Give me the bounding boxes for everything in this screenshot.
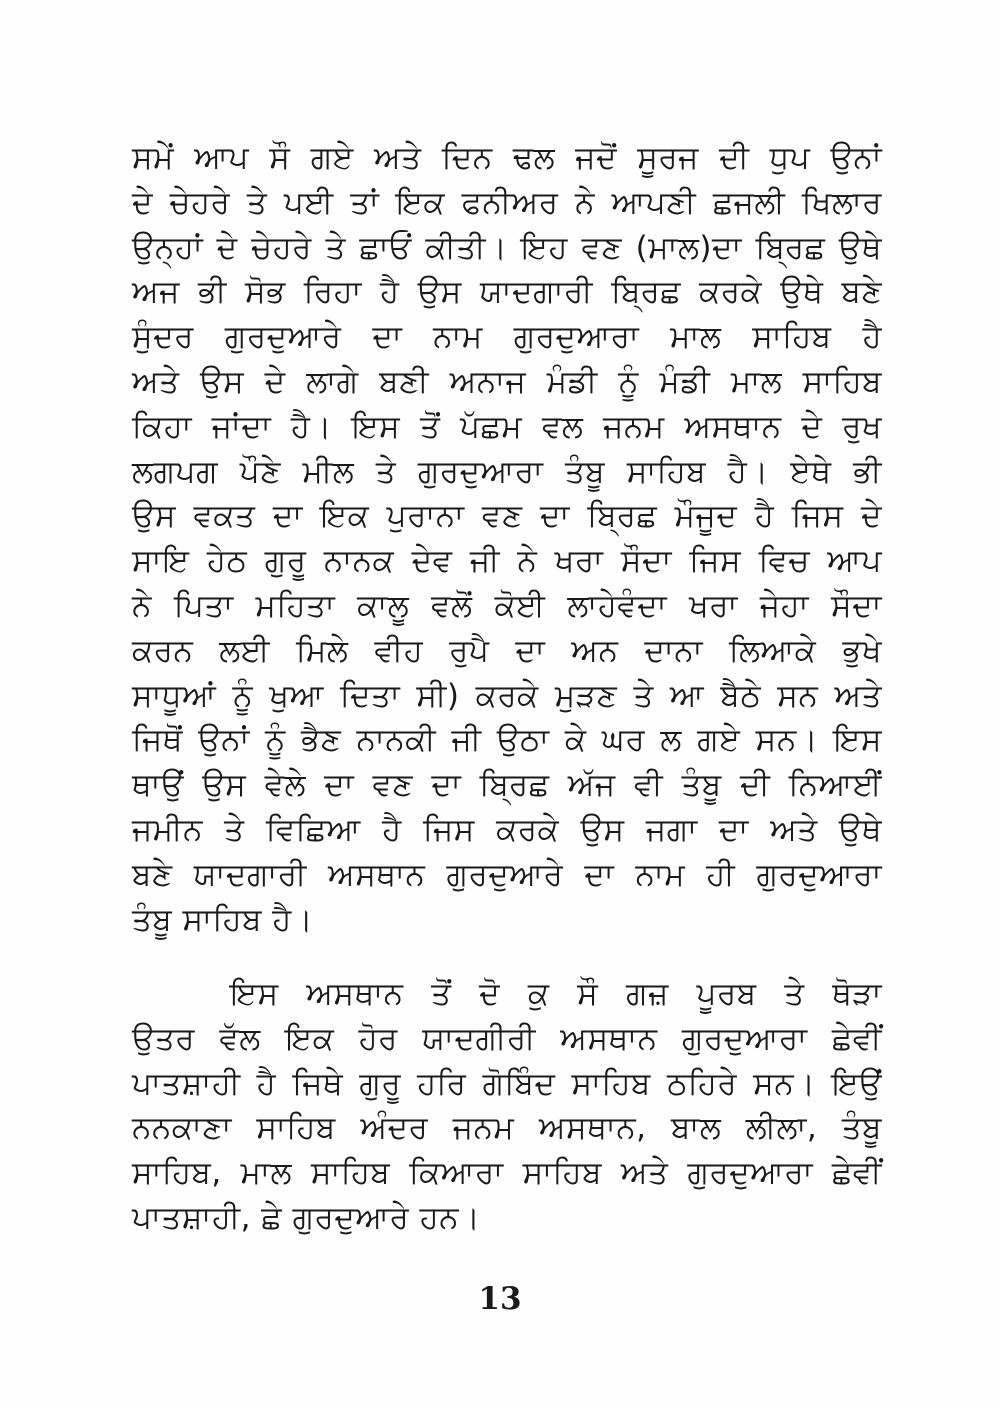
text-line: ਥਾਉਂ ਉਸ ਵੇਲੇ ਦਾ ਵਣ ਦਾ ਬ੍ਰਿਛ ਅੱਜ ਵੀ ਤੰਬੂ ਦੀ ਨਿਆਈਂ xyxy=(132,767,882,804)
text-line: ਪਾਤਸ਼ਾਹੀ, ਛੇ ਗੁਰਦੁਆਰੇ ਹਨ। xyxy=(132,1199,481,1236)
text-line: ਬਣੇ ਯਾਦਗਾਰੀ ਅਸਥਾਨ ਗੁਰਦੁਆਰੇ ਦਾ ਨਾਮ ਹੀ ਗੁਰਦੁਆਰਾ xyxy=(132,856,882,893)
text-line: ਸਮੇਂ ਆਪ ਸੌ ਗਏ ਅਤੇ ਦਿਨ ਢਲ ਜਦੋਂ ਸੂਰਜ ਦੀ ਧੁਪ ਉਨਾਂ xyxy=(132,140,882,176)
text-line: ਤੰਬੂ ਸਾਹਿਬ ਹੈ। xyxy=(132,901,314,938)
text-line: ਦੇ ਚੇਹਰੇ ਤੇ ਪਈ ਤਾਂ ਇਕ ਫਨੀਅਰ ਨੇ ਆਪਣੀ ਛਜਲੀ ਖਿਲਾਰ xyxy=(132,184,882,221)
text-line: ਨੇ ਪਿਤਾ ਮਹਿਤਾ ਕਾਲੂ ਵਲੋਂ ਕੋਈ ਲਾਹੇਵੰਦਾ ਖਰਾ ਜੇਹਾ ਸੌਦਾ xyxy=(132,587,882,624)
text-line: ਸਾਧੂਆਂ ਨੂੰ ਖੁਆ ਦਿਤਾ ਸੀ) ਕਰਕੇ ਮੁੜਣ ਤੇ ਆ ਬੈਠੇ ਸਨ ਅਤੇ xyxy=(132,677,882,714)
text-line: ਜਿਥੋਂ ਉਨਾਂ ਨੂੰ ਭੈਣ ਨਾਨਕੀ ਜੀ ਉਠਾ ਕੇ ਘਰ ਲ ਗਏ ਸਨ। ਇਸ xyxy=(132,722,882,759)
page-number: 13 xyxy=(478,1281,522,1317)
paragraph-1 xyxy=(132,136,882,942)
text-line: ਸਾਇ ਹੇਠ ਗੁਰੂ ਨਾਨਕ ਦੇਵ ਜੀ ਨੇ ਖਰਾ ਸੌਦਾ ਜਿਸ ਵਿਚ ਆਪ xyxy=(132,543,882,580)
text-line: ਪਾਤਸ਼ਾਹੀ ਹੈ ਜਿਥੇ ਗੁਰੂ ਹਰਿ ਗੋਬਿੰਦ ਸਾਹਿਬ ਠਹਿਰੇ ਸਨ। ਇਉਂ xyxy=(132,1065,882,1102)
text-line: ਉਤਰ ਵੱਲ ਇਕ ਹੋਰ ਯਾਦਗੀਰੀ ਅਸਥਾਨ ਗੁਰਦੁਆਰਾ ਛੇਵੀਂ xyxy=(132,1020,882,1057)
text-line: ਨਨਕਾਣਾ ਸਾਹਿਬ ਅੰਦਰ ਜਨਮ ਅਸਥਾਨ, ਬਾਲ ਲੀਲਾ, ਤੰਬੂ xyxy=(132,1110,882,1147)
text-line: ਅਤੇ ਉਸ ਦੇ ਲਾਗੇ ਬਣੀ ਅਨਾਜ ਮੰਡੀ ਨੂੰ ਮੰਡੀ ਮਾਲ ਸਾਹਿਬ xyxy=(132,363,882,400)
text-line: ਜਮੀਨ ਤੇ ਵਿਛਿਆ ਹੈ ਜਿਸ ਕਰਕੇ ਉਸ ਜਗਾ ਦਾ ਅਤੇ ਉਥੇ xyxy=(132,811,882,848)
paragraph-2 xyxy=(132,972,882,1241)
text-line: ਸਾਹਿਬ, ਮਾਲ ਸਾਹਿਬ ਕਿਆਰਾ ਸਾਹਿਬ ਅਤੇ ਗੁਰਦੁਆਰਾ ਛੇਵੀਂ xyxy=(132,1155,882,1192)
text-line: ਕਰਨ ਲਈ ਮਿਲੇ ਵੀਹ ਰੁਪੈ ਦਾ ਅਨ ਦਾਨਾ ਲਿਆਕੇ ਭੁਖੇ xyxy=(132,632,882,669)
text-line: ਲਗਪਗ ਪੌਣੇ ਮੀਲ ਤੇ ਗੁਰਦੁਆਰਾ ਤੰਬੂ ਸਾਹਿਬ ਹੈ। ਏਥੇ ਭੀ xyxy=(132,453,882,490)
text-line: ਅਜ ਭੀ ਸੋਭ ਰਿਹਾ ਹੈ ਉਸ ਯਾਦਗਾਰੀ ਬ੍ਰਿਛ ਕਰਕੇ ਉਥੇ ਬਣੇ xyxy=(132,274,882,311)
text-line: ਉਸ ਵਕਤ ਦਾ ਇਕ ਪੁਰਾਨਾ ਵਣ ਦਾ ਬ੍ਰਿਛ ਮੌਜੂਦ ਹੈ ਜਿਸ ਦੇ xyxy=(132,498,882,535)
text-line: ਇਸ ਅਸਥਾਨ ਤੋਂ ਦੋ ਕੁ ਸੌ ਗਜ਼ ਪੂਰਬ ਤੇ ਥੋੜਾ xyxy=(230,976,882,1012)
text-line: ਸੁੰਦਰ ਗੁਰਦੁਆਰੇ ਦਾ ਨਾਮ ਗੁਰਦੁਆਰਾ ਮਾਲ ਸਾਹਿਬ ਹੈ xyxy=(132,319,882,356)
text-line: ਉਨ੍ਹਾਂ ਦੇ ਚੇਹਰੇ ਤੇ ਛਾਓਂ ਕੀਤੀ। ਇਹ ਵਣ (ਮਾਲ)ਦਾ ਬ੍ਰਿਛ ਉਥੇ xyxy=(132,229,882,266)
text-line: ਕਿਹਾ ਜਾਂਦਾ ਹੈ। ਇਸ ਤੋਂ ਪੱਛਮ ਵਲ ਜਨਮ ਅਸਥਾਨ ਦੇ ਰੁਖ xyxy=(132,408,882,445)
